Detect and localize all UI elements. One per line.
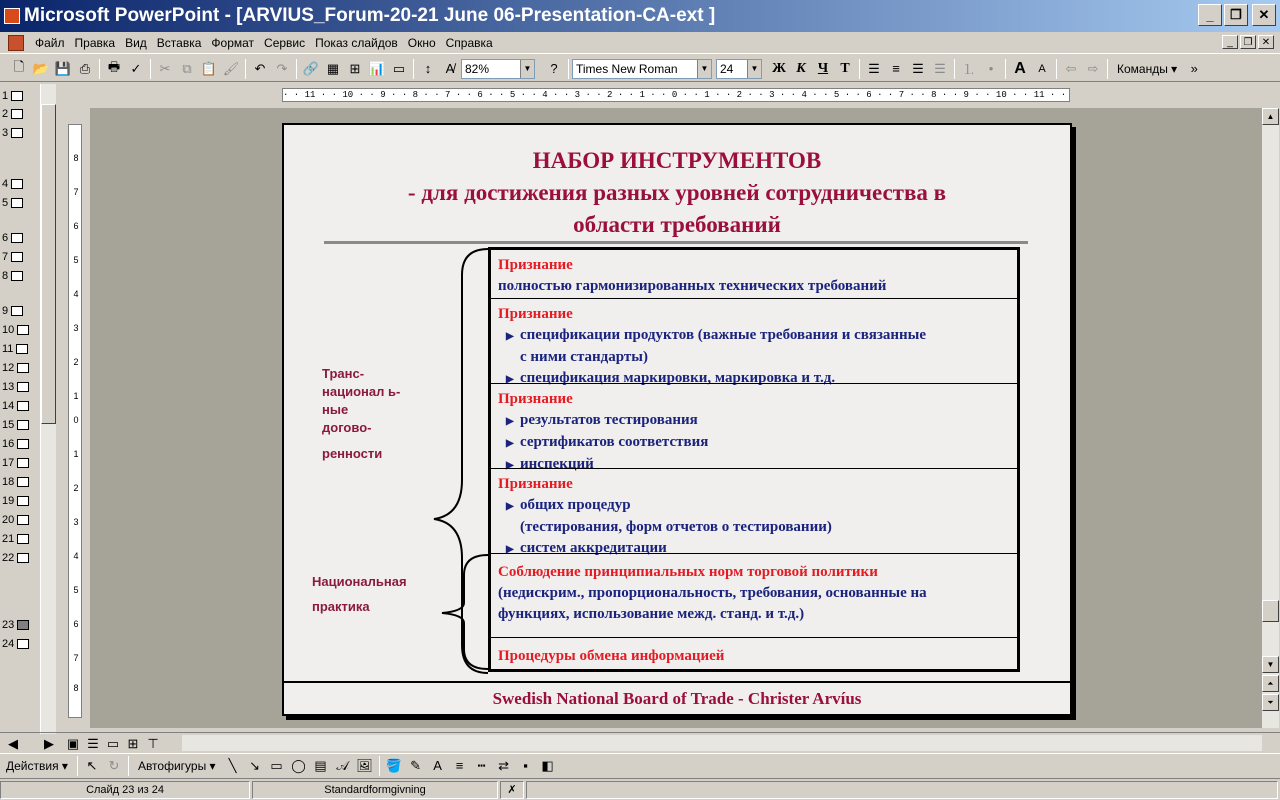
outline-view-icon[interactable]: ☰ [87,736,99,751]
slide-thumb-23[interactable]: 23 [2,619,29,631]
slide-counter: Слайд 23 из 24 [0,781,250,799]
scroll-down-icon[interactable]: ▼ [1262,656,1279,673]
menu-file[interactable]: Файл [35,35,65,50]
zoom-select[interactable] [461,59,535,79]
previous-slide-icon[interactable]: ⏶ [1262,675,1279,692]
restore-button[interactable]: ❐ [1224,4,1248,26]
rectangle-icon[interactable]: ▭ [270,757,283,773]
fill-color-icon[interactable]: 🪣 [385,757,402,773]
slide-thumb-13[interactable]: 13 [2,381,29,393]
slide-sorter-icon[interactable]: ⊞ [127,736,139,751]
font-size-value: 24 [720,61,734,76]
bullet-triangle-icon: ▶ [506,331,514,342]
menu-edit[interactable]: Правка [74,35,116,50]
slide-icon [11,198,23,208]
scroll-thumb[interactable] [1262,600,1279,622]
insert-chart-icon[interactable]: 📊 [368,60,386,76]
slide-icon [17,477,29,487]
insert-table-icon[interactable]: ⊞ [349,60,361,76]
vertical-ruler: 8 7 6 5 4 3 2 1 0 1 2 3 4 5 6 7 8 [68,124,82,718]
normal-view-icon[interactable]: ▣ [66,736,80,751]
bold-button[interactable]: Ж [772,60,786,76]
slide-thumb-5[interactable]: 5 [2,197,23,209]
slideshow-icon[interactable]: ⊤ [147,736,159,751]
format-painter-icon[interactable]: 🖌 [222,60,240,76]
chevron-down-icon: ▼ [747,60,761,78]
numbering-icon[interactable]: ⒈ [962,62,976,77]
slide-icon [11,252,23,262]
table-row[interactable]: Соблюдение принципиальных норм торговой политики (недискрим., пропорциональность, требования, основанные на функциях, использование межд. станд. и т.д.) [491,553,1017,637]
slide-thumb-19[interactable]: 19 [2,495,29,507]
undo-icon[interactable]: ↶ [254,60,266,76]
slide-thumb-20[interactable]: 20 [2,514,29,526]
help-icon[interactable]: ? [550,61,558,76]
minimize-button[interactable]: _ [1198,4,1222,26]
title-bar [0,0,1280,32]
scroll-right-icon[interactable]: ▶ [44,736,54,751]
slide-thumb-21[interactable]: 21 [2,533,29,545]
slide-thumb-17[interactable]: 17 [2,457,29,469]
promote-icon[interactable]: ⇦ [1065,60,1077,76]
slide-icon [17,639,29,649]
slide-thumb-18[interactable]: 18 [2,476,29,488]
arrow-icon[interactable]: ↘ [249,757,261,773]
slide-thumb-4[interactable]: 4 [2,178,23,190]
bullet-triangle-icon: ▶ [506,438,514,449]
slide-icon [17,553,29,563]
bullet-triangle-icon: ▶ [506,460,514,471]
slide-icon [11,233,23,243]
outline-pane [0,84,40,734]
slide-icon [11,128,23,138]
view-bar [0,732,1280,752]
slide-thumb-22[interactable]: 22 [2,552,29,564]
3d-icon[interactable]: ◧ [541,757,554,773]
zoom-value: 82% [465,61,490,76]
hyperlink-icon[interactable]: 🔗 [302,60,320,76]
slide-thumb-11[interactable]: 11 [2,343,28,355]
slide-thumb-16[interactable]: 16 [2,438,29,450]
horizontal-ruler: · · 11 · · 10 · · 9 · · 8 · · 7 · · 6 · · 5 · · 4 · · 3 · · 2 · · 1 · · 0 · · 1 · · 2 · · 3 · · 4 · · 5 · · 6 · · 7 · · 8 · · 9 · · 10 · · 11 · · [282,88,1070,102]
slide-view-icon[interactable]: ▭ [106,736,120,751]
shadow-icon[interactable]: ▪ [523,758,528,773]
new-slide-icon[interactable]: ▭ [392,60,406,76]
redo-icon[interactable]: ↷ [276,60,288,76]
toolbar [0,56,1280,82]
status-empty-panel [526,781,1278,799]
font-select[interactable] [572,59,712,79]
table-row[interactable]: Признание ▶ спецификации продуктов (важные требования и связанные с ними стандарты) ▶ спецификация маркировки, маркировка и т.д. [491,298,1017,383]
slide-thumb-2[interactable]: 2 [2,108,23,120]
save-icon[interactable]: 💾 [54,60,72,76]
menu-format[interactable]: Формат [211,35,255,50]
font-value: Times New Roman [576,61,678,76]
spelling-icon[interactable]: ✓ [130,60,142,76]
dash-style-icon[interactable]: ┅ [477,757,486,773]
font-size-select[interactable] [716,59,762,79]
copy-icon[interactable]: ⧉ [182,60,192,76]
expand-all-icon[interactable]: ↕ [424,61,432,76]
slide-icon [17,496,29,506]
slide-thumb-7[interactable]: 7 [2,251,23,263]
slide-thumb-8[interactable]: 8 [2,270,23,282]
title-divider [324,241,1028,244]
permission-icon[interactable]: ⎙ [79,60,91,76]
new-icon[interactable]: 🗋 [13,58,25,74]
decrease-font-icon[interactable]: A [1038,62,1046,75]
doc-close-button[interactable]: ✕ [1258,35,1274,49]
wordart-icon[interactable]: 𝒜 [336,757,349,773]
bullets-icon[interactable]: • [988,61,994,76]
chevron-down-icon: ▼ [520,60,534,78]
instruments-table[interactable] [488,247,1020,672]
slide-title[interactable]: НАБОР ИНСТРУМЕНТОВ - для достижения разных уровней сотрудничества в области требований [407,148,947,237]
slide-thumb-15[interactable]: 15 [2,419,29,431]
paste-icon[interactable]: 📋 [200,60,218,76]
slide-thumb-12[interactable]: 12 [2,362,29,374]
slide-icon [17,534,29,544]
slide-icon [11,91,23,101]
label-national-practice[interactable]: Национальная практика [312,574,407,614]
drawing-toolbar [0,753,1280,777]
doc-restore-button[interactable]: ❐ [1240,35,1256,49]
menu-slideshow[interactable]: Показ слайдов [315,35,398,50]
bullet-triangle-icon: ▶ [506,416,514,427]
align-right-icon[interactable]: ☰ [912,60,924,76]
align-left-icon[interactable]: ☰ [868,60,880,76]
open-icon[interactable]: 📂 [32,60,50,76]
scroll-left-icon[interactable]: ◀ [8,736,18,751]
slide-thumb-10[interactable]: 10 [2,324,29,336]
tables-borders-icon[interactable]: ▦ [326,60,340,76]
slide-icon [17,325,29,335]
slide-icon [16,344,28,354]
status-bar [0,778,1280,800]
line-style-icon[interactable]: ≡ [455,758,464,773]
commands-button[interactable]: Команды ▾ [1117,61,1178,76]
slide-icon [17,420,29,430]
bullet-triangle-icon: ▶ [506,374,514,385]
print-icon[interactable]: 🖶 [107,58,121,74]
menu-view[interactable]: Вид [125,35,147,50]
horizontal-scrollbar[interactable] [182,735,1262,751]
slide-thumb-14[interactable]: 14 [2,400,29,412]
slide-icon [11,179,23,189]
demote-icon[interactable]: ⇨ [1087,60,1099,76]
slide-thumb-1[interactable]: 1 [2,90,23,102]
outline-scroll-thumb[interactable] [41,104,56,424]
slide-icon [11,109,23,119]
label-transnational[interactable]: Транс- национал ь- ные догово- ренности [322,366,401,461]
menu-help[interactable]: Справка [445,35,493,50]
table-row[interactable]: Признание ▶ результатов тестирования ▶ сертификатов соответствия ▶ инспекций [491,383,1017,468]
slide-icon [17,363,29,373]
clipart-icon[interactable]: 🖼 [356,757,373,773]
chevron-down-icon: ▼ [697,60,711,78]
slide-thumb-3[interactable]: 3 [2,127,23,139]
line-color-icon[interactable]: ✎ [410,757,422,773]
slide-icon [17,458,29,468]
next-slide-icon[interactable]: ⏷ [1262,694,1279,711]
curly-brace-icon [438,553,490,673]
line-icon[interactable]: ╲ [228,757,237,773]
slide-icon [11,271,23,281]
bullet-triangle-icon: ▶ [506,544,514,555]
font-color-icon[interactable]: A [433,758,442,773]
oval-icon[interactable]: ◯ [291,757,306,773]
outline-scrollbar[interactable] [40,84,56,734]
close-button[interactable]: ✕ [1252,4,1276,26]
table-row[interactable]: Признание ▶ общих процедур (тестирования, форм отчетов о тестировании) ▶ систем аккредитации [491,468,1017,553]
menu-tools[interactable]: Сервис [264,35,306,50]
menu-insert[interactable]: Вставка [156,35,202,50]
show-formatting-icon[interactable]: A̸ [445,61,455,76]
autoshapes-menu[interactable]: Автофигуры ▾ [137,758,216,773]
align-center-icon[interactable]: ≡ [892,61,900,76]
justify-icon[interactable]: ☰ [934,60,946,76]
free-rotate-icon[interactable]: ↻ [108,757,120,773]
slide-icon [17,515,29,525]
italic-button[interactable]: К [796,60,806,76]
menu-bar [0,32,1280,54]
slide-icon [17,401,29,411]
slide-canvas[interactable] [282,123,1072,716]
toolbar-options-icon[interactable]: » [1190,61,1198,76]
slide-icon [11,306,23,316]
slide-icon [17,439,29,449]
select-objects-icon[interactable]: ↖ [86,757,98,773]
bullet-triangle-icon: ▶ [506,501,514,512]
powerpoint-app-icon[interactable] [4,8,20,24]
slide-scrollbar[interactable] [1262,108,1279,728]
document-icon[interactable] [8,35,24,51]
scroll-up-icon[interactable]: ▲ [1262,108,1279,125]
increase-font-icon[interactable]: A [1014,59,1026,77]
text-box-icon[interactable]: ▤ [314,757,327,773]
shadow-button[interactable]: Т [840,60,850,76]
doc-minimize-button[interactable]: _ [1222,35,1238,49]
slide-thumb-6[interactable]: 6 [2,232,23,244]
slide-thumb-24[interactable]: 24 [2,638,29,650]
cut-icon[interactable]: ✂ [159,60,171,76]
slide-icon [17,620,29,630]
window-title: Microsoft PowerPoint - [ARVIUS_Forum-20-21 June 06-Presentation-CA-ext ] [24,5,716,26]
table-row[interactable]: Процедуры обмена информацией [491,637,1017,672]
menu-window[interactable]: Окно [407,35,436,50]
actions-menu[interactable]: Действия ▾ [6,758,68,773]
design-template: Standardformgivning [252,781,498,799]
slide-icon [17,382,29,392]
slide-footer[interactable]: Swedish National Board of Trade - Christer Arvíus [284,681,1070,715]
arrow-style-icon[interactable]: ⇄ [498,757,510,773]
table-row[interactable]: Признание полностью гармонизированных технических требований [498,257,887,294]
spelling-status-icon[interactable]: ✗ [500,781,524,799]
slide-thumb-9[interactable]: 9 [2,305,23,317]
underline-button[interactable]: Ч [817,60,829,76]
